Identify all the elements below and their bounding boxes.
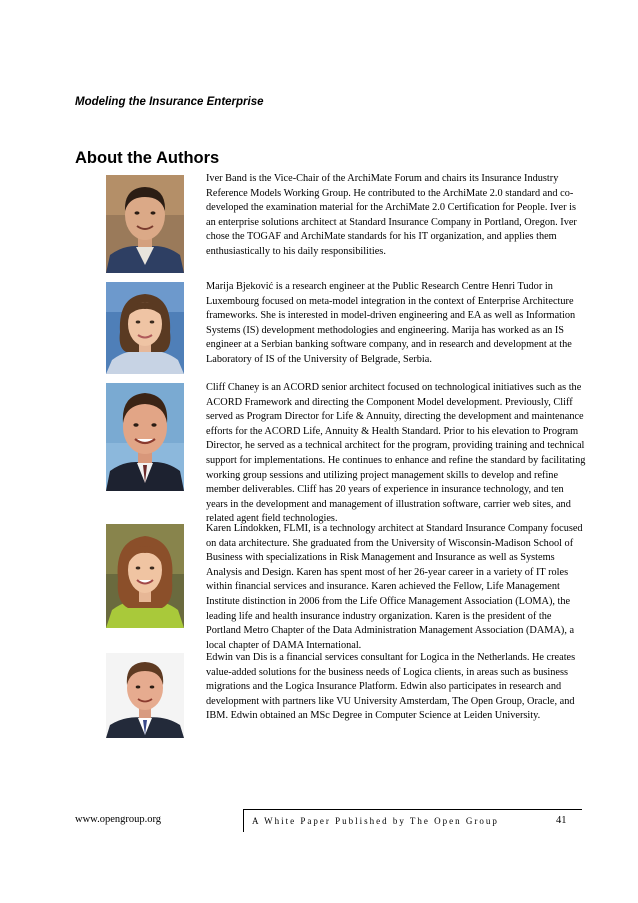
author-bio: Cliff Chaney is an ACORD senior architect focused on technological initiatives such as the ACORD Framework and directing the Component Model development. Previously, Cliff served as Program Director for Life & Annuity, directing the development and maintenance efforts for the ACORD Life, Annuity & Health Standard. Prior to his elevation to Program Director, he served as a technical architect for the program, providing training and technical support for implementations. He continues to enhance and refine the standard by facilitating working group sessions and utilizing project management skills to develop and refine member deliverables. Cliff has 20 years of experience in insurance technology, and ten years in the development and management of illustration software, carrier web sites, and related agent field technologies.	[206, 382, 586, 525]
section-heading: About the Authors	[75, 149, 220, 167]
running-header-title: Modeling the Insurance Enterprise	[75, 96, 264, 108]
author-photo	[106, 653, 184, 738]
author-photo	[106, 282, 184, 374]
author-photo	[106, 383, 184, 491]
author-bio: Iver Band is the Vice-Chair of the ArchiMate Forum and chairs its Insurance Industry Reference Models Working Group. He contributed to the ArchiMate 2.0 standard and co-developed the examination material for the ArchiMate 2.0 Certification for People. Iver is an enterprise solutions architect at Standard Insurance Company in Portland, Oregon. Iver chose the TOGAF and ArchiMate standards for his IT organization, and applies them enthusiastically to his daily responsibilities.	[206, 173, 577, 257]
author-photo	[106, 524, 184, 628]
author-bio: Karen Lindokken, FLMI, is a technology architect at Standard Insurance Company focused on data architecture. She graduated from the University of Wisconsin-Madison School of Business with specializations in Risk Management and Insurance as well as Systems Analysis and Design. Karen has spent most of her 26-year career in a variety of IT roles within financial services and insurance. Karen achieved the Fellow, Life Management Institute distinction in 2006 from the Life Office Management Association (LOMA), the leading life and health insurance industry organization. Karen is the president of the Portland Metro Chapter of the Data Administration Management Association (DAMA), a local chapter of DAMA International.	[206, 523, 583, 651]
author-photo	[106, 175, 184, 273]
author-bio: Marija Bjeković is a research engineer at the Public Research Centre Henri Tudor in Luxembourg focused on meta-model integration in the context of Enterprise Architecture frameworks. She is interested in model-driven engineering and EA as well as Information Systems (IS) development methodologies and engineering. Marija has worked as an IS engineer at a Serbian banking software company, and in research and development at the Laboratory of IS of the University of Belgrade, Serbia.	[206, 281, 576, 365]
author-bio: Edwin van Dis is a financial services consultant for Logica in the Netherlands. He creates value-added solutions for the business needs of Logica clients, in areas such as business migrations and the Logica Insurance Platform. Edwin also participates in research and development with partners like VU University Amsterdam, The Open Group, Oracle, and IBM. Edwin obtained an MSc Degree in Computer Science at Leiden University.	[206, 652, 576, 722]
footer-website-url: www.opengroup.org	[75, 814, 162, 825]
page-number: 41	[556, 815, 567, 826]
footer-tagline: A White Paper Published by The Open Group	[252, 816, 499, 826]
